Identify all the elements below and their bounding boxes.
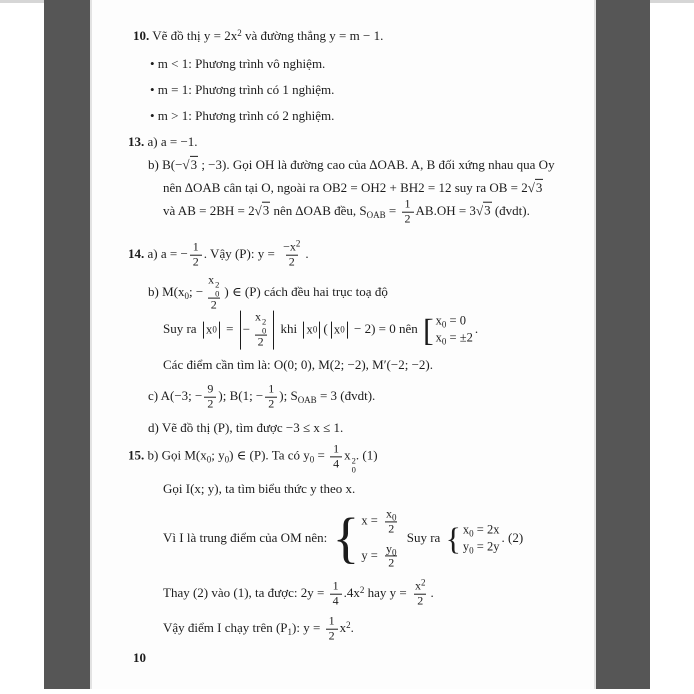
square-root: √3: [182, 156, 198, 172]
bullet-m-equal-1: • m = 1: Phương trình có 1 nghiệm.: [150, 81, 335, 97]
fraction: $\frac{y_0}{2}$: [385, 541, 397, 570]
subscript: 0: [206, 454, 212, 465]
absolute-value: x 0: [203, 322, 220, 338]
cases-system: [ $x_0 = 0$ $x_0 = \pm 2$: [423, 311, 473, 348]
subscript: OAB: [297, 394, 317, 405]
subscript: 0: [469, 528, 474, 539]
absolute-value: x 0: [303, 322, 320, 338]
brace: [: [423, 311, 434, 348]
subscript: 0: [309, 454, 315, 465]
problem-14a: 14. a) a = − $\frac{1}{2}$ . Vậy (P): y = $\frac{-x^2}{2}$ .: [128, 238, 309, 269]
subscript: 0: [441, 319, 447, 330]
subscript: OAB: [366, 209, 386, 220]
square-root: √3: [475, 202, 491, 218]
square-root: √3: [527, 179, 543, 195]
problem-15b-line5: Vậy điểm I chạy trên $(P_1)$: y = $\frac{1}{2}$ $x^2$.: [163, 613, 354, 643]
fraction: $\frac{1}{4}$: [330, 442, 342, 471]
problem-15b-line2: Gọi I(x; y), ta tìm biểu thức y theo x.: [163, 480, 356, 496]
fraction: $\frac{x_0}{2}$: [385, 506, 397, 536]
problem-13a: 13. a) a = −1.: [128, 133, 198, 149]
stacked-sub-sup: 2 0: [262, 316, 267, 336]
fraction: $\frac{x^2}{2}$: [414, 577, 426, 608]
superscript: 2: [346, 619, 351, 630]
subscript: 0: [184, 290, 189, 301]
bold-text: 13.: [128, 133, 145, 149]
fraction: x 2 0 2: [255, 309, 267, 349]
fraction: $\frac{-x^2}{2}$: [283, 238, 301, 269]
fraction: $\frac{1}{2}$: [326, 615, 338, 644]
bullet-m-greater-1: • m > 1: Phương trình có 2 nghiệm.: [150, 107, 335, 123]
fraction: $\frac{1}{2}$: [265, 383, 277, 412]
problem-14b-line1: b) $M(x_0$; − x 2 0 2 ) ∈ (P) cách đều hai trục toạ độ: [148, 272, 388, 312]
problem-13b-line1: b) B(−√3 ; −3). Gọi OH là đường cao của ∆OAB. A, B đối xứng nhau qua Oy: [148, 156, 555, 172]
bold-text: 14.: [128, 245, 145, 261]
bullet-m-less-1: • m < 1: Phương trình vô nghiệm.: [150, 55, 326, 71]
stacked-sub-sup: 2 0: [351, 455, 356, 475]
bold-text: 15.: [128, 447, 145, 463]
subscript: 0: [441, 336, 447, 347]
superscript: 2: [295, 238, 301, 249]
brace: {: [445, 520, 461, 557]
square-root: √3: [254, 202, 270, 218]
stacked-sub-sup: 2 0: [215, 279, 220, 299]
problem-14d: d) Vẽ đồ thị (P), tìm được −3 ≤ x ≤ 1.: [148, 419, 344, 435]
cases-system: { $x_0 = 2x$ $y_0 = 2y$: [445, 520, 500, 557]
problem-13b-line2: nên ∆OAB cân tại O, ngoài ra OB2 = OH2 + BH2 = 12 suy ra OB = 2√3: [163, 179, 543, 195]
subscript: 0: [391, 547, 397, 557]
subscript: 0: [391, 512, 397, 523]
problem-15b-line4: Thay (2) vào (1), ta được: 2y = $\frac{1}{4}$ $.4x^2$ hay y = $\frac{x^2}{2}$ .: [163, 577, 434, 608]
superscript: 2: [420, 577, 426, 588]
fraction: x 2 0 2: [208, 272, 220, 312]
cases-system: { x = $\frac{x_0}{2}$ y = $\frac{y_0}{2}$: [333, 507, 402, 570]
superscript: 2: [237, 27, 242, 38]
problem-14b-line3: Các điểm cần tìm là: O(0; 0), M(2; −2), M′(−2; −2).: [163, 356, 433, 372]
subscript: 1: [287, 626, 293, 637]
absolute-value: − x 2 0 2: [240, 311, 275, 350]
problem-14c: c) A(−3; − $\frac{9}{2}$ ); B(1; − $\frac{1}{2}$ ); $S_{OAB} = 3$ (đvdt).: [148, 381, 376, 411]
superscript: 2: [359, 584, 365, 595]
subscript: 0: [469, 545, 474, 556]
subscript: 0: [224, 454, 230, 465]
problem-15b-line3: Vì I là trung điểm của OM nên: { x = $\frac{x_0}{2}$ y = $\frac{y_0}{2}$ Suy ra { $x_0 = 2x$ $y_0 = 2y$ . (2): [163, 506, 524, 570]
fraction: $\frac{1}{4}$: [330, 580, 342, 609]
problem-10-title: 10. Vẽ đồ thị $y = 2x^2$ và đường thẳng y = m − 1.: [133, 27, 384, 43]
fraction: $\frac{1}{2}$: [402, 198, 414, 227]
brace: {: [332, 507, 360, 570]
problem-15b-line1: 15. b) Gọi $M(x_0$; $y_0$) ∈ (P). Ta có $y_0$ = $\frac{1}{4}$ x 2 0 . (1): [128, 441, 378, 475]
fraction: $\frac{9}{2}$: [204, 383, 216, 412]
problem-13b-line3: và AB = 2BH = 2√3 nên ∆OAB đều, $S_{OAB}$ = $\frac{1}{2}$ AB.OH = 3√3 (đvdt).: [163, 196, 530, 226]
problem-14b-line2: Suy ra x 0 = − x 2 0 2 khi x 0 ( x 0 − 2) = 0 nên [ $x_0 = 0$ $x_0 = \pm 2$ .: [163, 309, 479, 349]
bold-text: 10: [133, 649, 146, 665]
fraction: $\frac{1}{2}$: [190, 241, 202, 270]
bold-text: 10.: [133, 27, 150, 43]
absolute-value: x 0: [331, 322, 348, 338]
page-number: [133, 650, 146, 666]
